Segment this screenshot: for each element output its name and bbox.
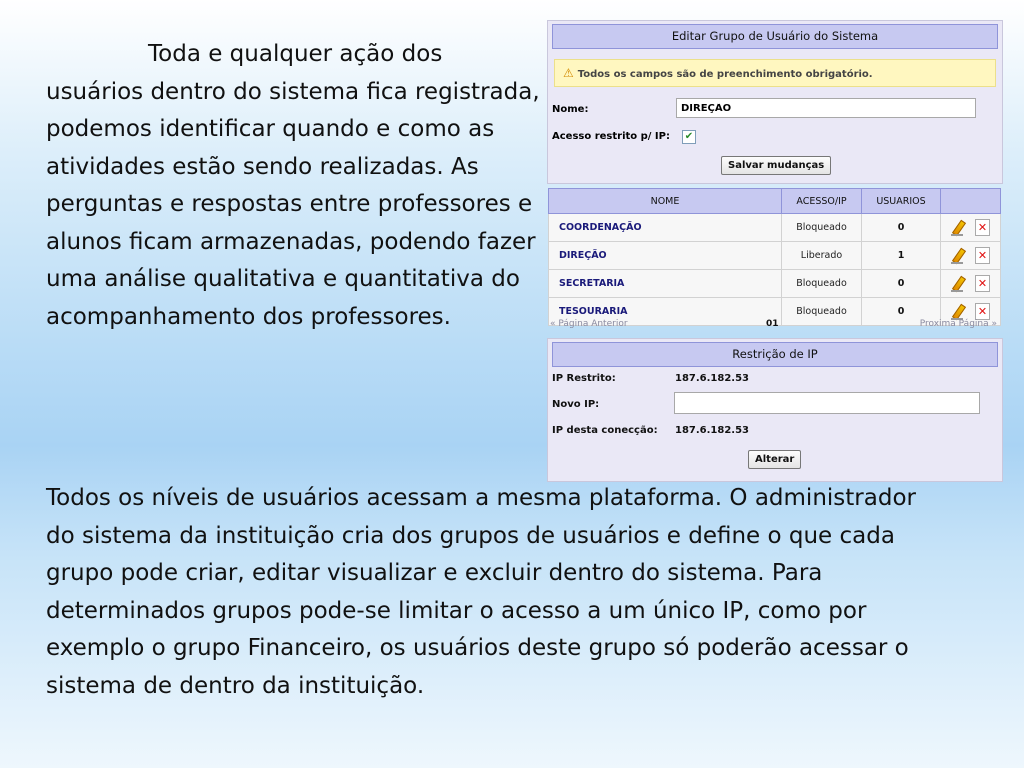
group-users: 0 xyxy=(862,270,941,298)
row-actions xyxy=(941,242,1001,270)
edit-pencil-icon[interactable] xyxy=(951,220,965,236)
column-header-usuarios[interactable]: USUARIOS xyxy=(862,189,941,214)
table-row xyxy=(549,214,1001,242)
nome-label: Nome: xyxy=(552,104,589,115)
warning-icon: ⚠ xyxy=(563,66,574,80)
next-page-link[interactable]: Proxima Página » xyxy=(919,319,997,329)
group-name[interactable]: TESOURARIA xyxy=(549,298,782,326)
row-actions xyxy=(941,270,1001,298)
edit-pencil-icon[interactable] xyxy=(951,276,965,292)
delete-x-icon[interactable]: ✕ xyxy=(975,247,990,264)
save-changes-button[interactable]: Salvar mudanças xyxy=(721,156,831,175)
alterar-button[interactable]: Alterar xyxy=(748,450,801,469)
group-access: Bloqueado xyxy=(782,298,862,326)
slide-paragraph-1-text: Toda e qualquer ação dos usuários dentro do sistema fica registrada, podemos identificar quando e como as atividades estão sendo realizadas. As perguntas e respostas entre professores e alunos ficam armazenadas, podendo fazer uma análise qualitativa e quantitativa do acompanhamento dos professores. xyxy=(46,41,540,330)
edit-pencil-icon[interactable] xyxy=(951,248,965,264)
delete-x-icon[interactable]: ✕ xyxy=(975,219,990,236)
group-access: Bloqueado xyxy=(782,270,862,298)
previous-page-link[interactable]: « Página Anterior xyxy=(550,319,628,329)
row-actions xyxy=(941,214,1001,242)
groups-table-header xyxy=(549,189,1001,214)
current-page-number: 01 xyxy=(766,319,779,329)
acesso-restrito-checkbox[interactable]: ✔ xyxy=(682,130,696,144)
ip-conexao-label: IP desta conecção: xyxy=(552,425,658,436)
column-header-acesso[interactable]: ACESSO/IP xyxy=(782,189,862,214)
delete-x-icon[interactable]: ✕ xyxy=(975,275,990,292)
slide-paragraph-1 xyxy=(46,36,541,336)
group-name[interactable]: DIREÇÃO xyxy=(549,242,782,270)
delete-x-icon[interactable]: ✕ xyxy=(975,303,990,320)
ip-restrito-value: 187.6.182.53 xyxy=(675,373,750,384)
group-users: 0 xyxy=(862,214,941,242)
column-header-nome[interactable]: NOME xyxy=(549,189,782,214)
acesso-restrito-label: Acesso restrito p/ IP: xyxy=(552,131,670,142)
ip-conexao-value: 187.6.182.53 xyxy=(675,425,750,436)
group-access: Bloqueado xyxy=(782,214,862,242)
nome-input[interactable] xyxy=(676,98,976,118)
group-access: Liberado xyxy=(782,242,862,270)
ip-restriction-title: Restrição de IP xyxy=(552,342,998,367)
warning-text: Todos os campos são de preenchimento obrigatório. xyxy=(577,69,873,80)
table-row xyxy=(549,242,1001,270)
group-name[interactable]: SECRETARIA xyxy=(549,270,782,298)
group-name[interactable]: COORDENAÇÃO xyxy=(549,214,782,242)
group-users: 0 xyxy=(862,298,941,326)
slide-paragraph-2: Todos os níveis de usuários acessam a mesma plataforma. O administrador do sistema da instituição cria dos grupos de usuários e define o que cada grupo pode criar, editar visualizar e excluir dentro do sistema. Para determinados grupos pode-se limitar o acesso a um único IP, como por exemplo o grupo Financeiro, os usuários deste grupo só poderão acessar o sistema de dentro da instituição. xyxy=(46,485,916,699)
group-users: 1 xyxy=(862,242,941,270)
edit-group-title: Editar Grupo de Usuário do Sistema xyxy=(552,24,998,49)
table-row xyxy=(549,270,1001,298)
edit-group-panel xyxy=(547,20,1003,184)
table-pager xyxy=(548,318,1001,332)
novo-ip-label: Novo IP: xyxy=(552,399,600,410)
column-header-actions xyxy=(941,189,1001,214)
required-fields-warning xyxy=(554,59,996,87)
ip-restriction-panel xyxy=(547,338,1003,482)
novo-ip-input[interactable] xyxy=(674,392,980,414)
groups-table xyxy=(548,188,1001,326)
ip-restrito-label: IP Restrito: xyxy=(552,373,616,384)
